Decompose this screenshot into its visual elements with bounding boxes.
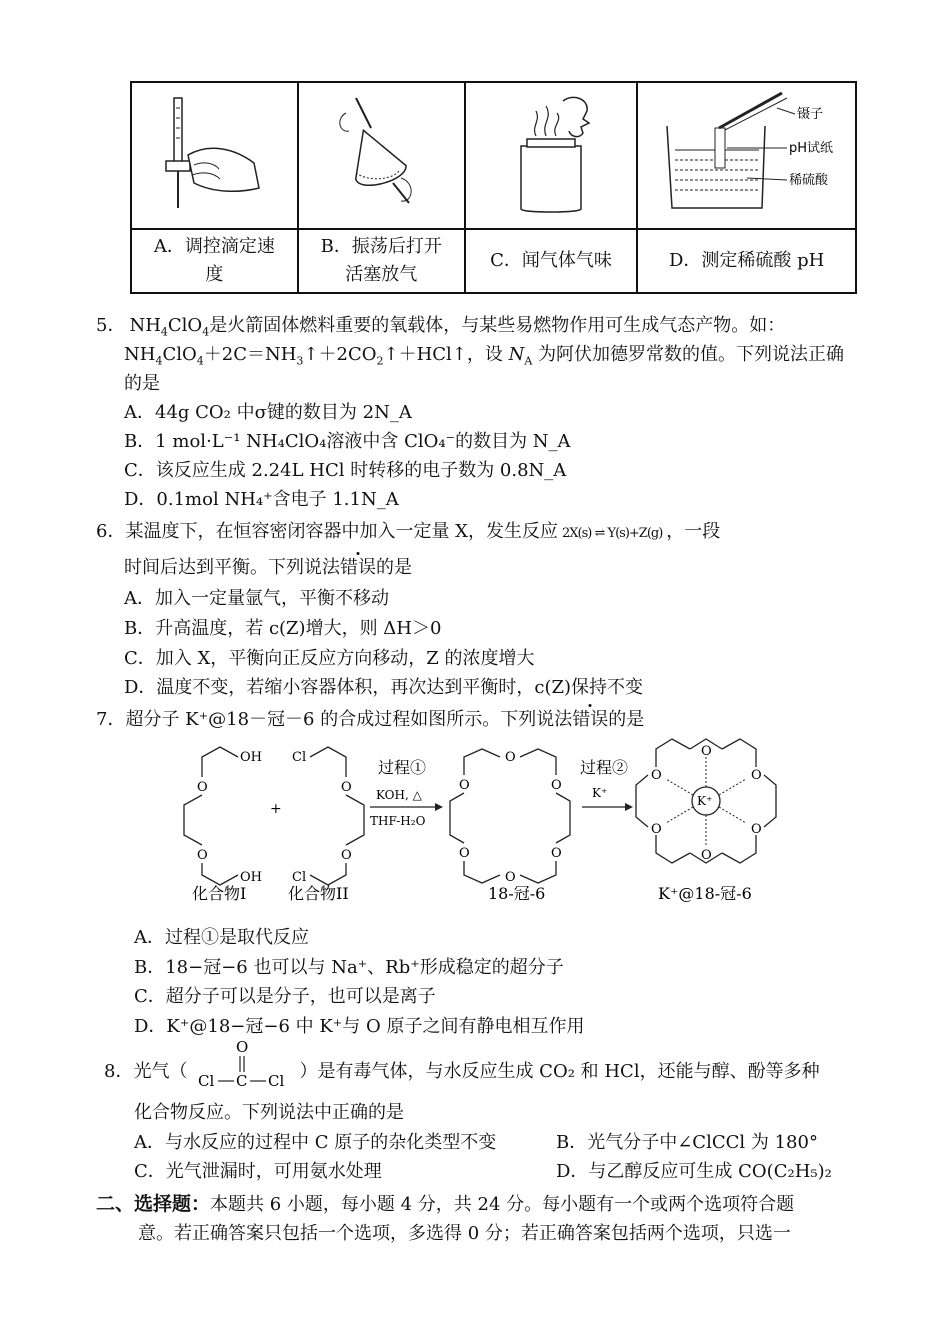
carbon-atom: C xyxy=(236,1072,248,1090)
beaker-ph-illustration xyxy=(647,88,847,218)
k-ion-label: K⁺ xyxy=(697,794,713,808)
o-label: O xyxy=(751,822,762,837)
q8-option-c: C．光气泄漏时，可用氨水处理 xyxy=(134,1161,382,1182)
smell-gas-image-cell xyxy=(465,82,638,229)
chlorine-left: Cl xyxy=(198,1072,215,1090)
crown-ether-scheme xyxy=(170,735,790,915)
crown-ether-structure xyxy=(450,749,570,883)
q6-option-a: A．加入一定量氩气，平衡不移动 xyxy=(124,588,389,609)
o-label: O xyxy=(197,848,208,863)
product-1-label: 18-冠-6 xyxy=(488,884,546,903)
section-2-line1: 二、选择题：本题共 6 小题，每小题 4 分，共 24 分。每小题有一个或两个选项符合题 xyxy=(96,1193,795,1215)
o-label: O xyxy=(551,778,562,793)
o-label: O xyxy=(459,846,470,861)
o-label: O xyxy=(651,768,662,783)
arrow-1-head xyxy=(435,803,443,811)
smell-gas-jar-illustration xyxy=(491,91,611,216)
product-2-label: K⁺@18-冠-6 xyxy=(658,884,752,903)
q5-stem-line2: $NH_4ClO_4+2C=NH_3↑+2CO_2↑+HCl↑$，设 $N_A$ 为阿伏加德罗常数的值。下列说法正确 xyxy=(124,344,845,368)
o-label: O xyxy=(701,744,712,759)
q5-option-c: C．该反应生成 2.24L HCl 时转移的电子数为 0.8N_A xyxy=(124,460,567,481)
beaker-image-cell xyxy=(637,82,856,229)
dilute-acid-label: 稀硫酸 xyxy=(788,173,828,188)
q7-emphasis: 错误 xyxy=(572,709,609,730)
q6-stem-line2: 时间后达到平衡。下列说法错误的是 xyxy=(124,557,412,578)
q8-stem-line1: 8．光气（ ）是有毒气体，与水反应生成 CO₂ 和 HCl，还能与醇、酚等多种 xyxy=(104,1061,820,1082)
phosgene-formula xyxy=(190,1036,300,1094)
q6-option-b: B．升高温度，若 c(Z)增大，则 ΔH＞0 xyxy=(124,618,442,639)
o-label: O xyxy=(551,846,562,861)
q8-option-a: A．与水反应的过程中 C 原子的杂化类型不变 xyxy=(134,1132,497,1153)
o-label: O xyxy=(459,778,470,793)
section-2-line2: 意。若正确答案只包括一个选项，多选得 0 分；若正确答案包括两个选项，只选一 xyxy=(138,1223,791,1244)
o-label: O xyxy=(505,750,516,765)
compound-1-structure xyxy=(184,747,238,885)
reagent-1-bottom: THF-H₂O xyxy=(370,814,426,828)
caption-b: B．振荡后打开 活塞放气 xyxy=(298,229,465,293)
q5-stem-line3: 的是 xyxy=(124,373,160,394)
caption-c: C．闻气体气味 xyxy=(465,229,638,293)
q7-option-a: A．过程①是取代反应 xyxy=(134,927,309,948)
plus-sign: + xyxy=(270,801,282,817)
oxygen-atom: O xyxy=(236,1038,249,1056)
q5-option-b: B．1 mol·L⁻¹ NH₄ClO₄溶液中含 ClO₄⁻的数目为 N_A xyxy=(124,431,571,452)
q8-option-d: D．与乙醇反应可生成 CO(C₂H₅)₂ xyxy=(556,1161,832,1182)
compound-1-label: 化合物I xyxy=(192,884,247,903)
o-label: O xyxy=(651,822,662,837)
apparatus-table xyxy=(130,81,857,294)
compound-2-structure xyxy=(310,747,364,885)
chlorine-right: Cl xyxy=(268,1072,285,1090)
q6-option-d: D．温度不变，若缩小容器体积，再次达到平衡时，c(Z)保持不变 xyxy=(124,677,644,698)
caption-a: A．调控滴定速 度 xyxy=(131,229,298,293)
o-label: O xyxy=(341,848,352,863)
tweezers-label: 镊子 xyxy=(796,107,823,122)
o-label: O xyxy=(751,768,762,783)
separatory-funnel-illustration xyxy=(321,93,441,213)
o-label: O xyxy=(505,870,516,885)
oh-top: OH xyxy=(240,750,262,765)
q7-option-c: C．超分子可以是分子，也可以是离子 xyxy=(134,986,436,1007)
q5-option-a: A．44g CO₂ 中σ键的数目为 2N_A xyxy=(124,402,412,423)
caption-d: D．测定稀硫酸 pH xyxy=(637,229,856,293)
o-label: O xyxy=(341,780,352,795)
cl-top: Cl xyxy=(292,750,307,765)
q6-option-c: C．加入 X，平衡向正反应方向移动，Z 的浓度增大 xyxy=(124,648,535,669)
compound-2-label: 化合物II xyxy=(288,884,349,903)
q7-option-b: B．18−冠−6 也可以与 Na⁺、Rb⁺形成稳定的超分子 xyxy=(134,957,564,978)
burette-hand-illustration xyxy=(154,93,274,213)
section-2-heading: 二、选择题： xyxy=(96,1193,211,1215)
ph-paper-label: pH试纸 xyxy=(788,141,833,156)
cl-bottom: Cl xyxy=(292,870,307,885)
arrow-2-head xyxy=(625,803,633,811)
q8-stem-line2: 化合物反应。下列说法中正确的是 xyxy=(134,1102,404,1123)
q6-stem-line1: 6．某温度下，在恒容密闭容器中加入一定量 X，发生反应 2X(s) ⇌ Y(s)+Z(g) ，一段 xyxy=(96,521,721,542)
reagent-1-top: KOH, △ xyxy=(376,788,422,802)
q7-option-d: D．K⁺@18−冠−6 中 K⁺与 O 原子之间有静电相互作用 xyxy=(134,1016,585,1037)
o-label: O xyxy=(701,848,712,863)
o-label: O xyxy=(197,780,208,795)
funnel-image-cell xyxy=(298,82,465,229)
q8-option-b: B．光气分子中∠ClCCl 为 180° xyxy=(556,1132,818,1153)
q5-stem-line1: 5． $NH_4ClO_4$是火箭固体燃料重要的氧载体，与某些易燃物作用可生成气态产物。如： xyxy=(96,315,786,339)
reagent-2: K⁺ xyxy=(592,786,608,800)
q6-reaction: 2X(s) ⇌ Y(s)+Z(g) xyxy=(562,526,663,541)
q6-emphasis: 错误 xyxy=(340,557,376,578)
step-2-label: 过程② xyxy=(580,758,629,777)
burette-image-cell xyxy=(131,82,298,229)
oh-bottom: OH xyxy=(240,870,262,885)
step-1-label: 过程① xyxy=(378,758,427,777)
q5-option-d: D．0.1mol NH₄⁺含电子 1.1N_A xyxy=(124,489,399,510)
q7-stem: 7．超分子 K⁺@18－冠－6 的合成过程如图所示。下列说法错误的是 xyxy=(96,709,645,730)
